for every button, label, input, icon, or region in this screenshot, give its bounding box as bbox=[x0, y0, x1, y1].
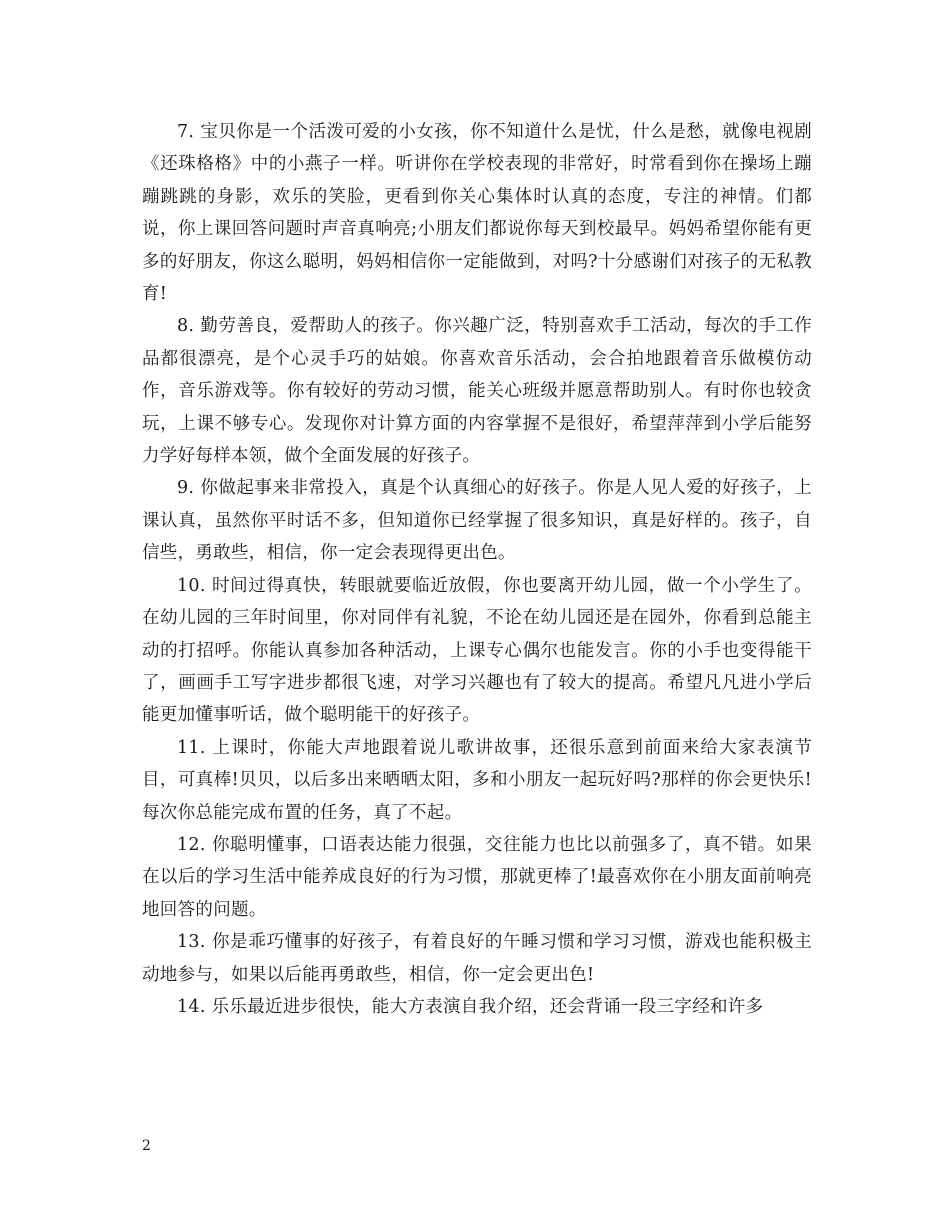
paragraph-8: 8. 勤劳善良，爱帮助人的孩子。你兴趣广泛，特别喜欢手工活动，每次的手工作品都很漂亮，是个心灵手巧的姑娘。你喜欢音乐活动，会合拍地跟着音乐做模仿动作，音乐游戏等。你有较好的劳动习惯，能关心班级并愿意帮助别人。有时你也较贪玩，上课不够专心。发现你对计算方面的内容掌握不是很好，希望萍萍到小学后能努力学好每样本领，做个全面发展的好孩子。 bbox=[142, 316, 812, 467]
paragraph-13: 13. 你是乖巧懂事的好孩子，有着良好的午睡习惯和学习习惯，游戏也能积极主动地参与，如果以后能再勇敢些，相信，你一定会更出色! bbox=[142, 932, 812, 985]
paragraph-12: 12. 你聪明懂事，口语表达能力很强，交往能力也比以前强多了，真不错。如果在以后的学习生活中能养成良好的行为习惯，那就更棒了!最喜欢你在小朋友面前响亮地回答的问题。 bbox=[142, 834, 812, 920]
paragraph-10: 10. 时间过得真快，转眼就要临近放假，你也要离开幼儿园，做一个小学生了。在幼儿园的三年时间里，你对同伴有礼貌，不论在幼儿园还是在园外，你看到总能主动的打招呼。你能认真参加各种活动，上课专心偶尔也能发言。你的小手也变得能干了，画画手工写字进步都很飞速，对学习兴趣也有了较大的提高。希望凡凡进小学后能更加懂事听话，做个聪明能干的好孩子。 bbox=[142, 575, 812, 726]
paragraph-7: 7. 宝贝你是一个活泼可爱的小女孩，你不知道什么是忧，什么是愁，就像电视剧《还珠格格》中的小燕子一样。听讲你在学校表现的非常好，时常看到你在操场上蹦蹦跳跳的身影，欢乐的笑脸，更看到你关心集体时认真的态度，专注的神情。们都说，你上课回答问题时声音真响亮;小朋友们都说你每天到校最早。妈妈希望你能有更多的好朋友，你这么聪明，妈妈相信你一定能做到，对吗?十分感谢们对孩子的无私教育! bbox=[142, 122, 812, 305]
body-text bbox=[142, 116, 812, 1023]
paragraph-9: 9. 你做起事来非常投入，真是个认真细心的好孩子。你是人见人爱的好孩子，上课认真，虽然你平时话不多，但知道你已经掌握了很多知识，真是好样的。孩子，自信些，勇敢些，相信，你一定会表现得更出色。 bbox=[142, 478, 812, 564]
paragraph-11: 11. 上课时，你能大声地跟着说儿歌讲故事，还很乐意到前面来给大家表演节目，可真棒!贝贝，以后多出来晒晒太阳，多和小朋友一起玩好吗?那样的你会更快乐!每次你总能完成布置的任务，真了不起。 bbox=[142, 737, 812, 823]
page-number: 2 bbox=[142, 1138, 151, 1154]
paragraph-14: 14. 乐乐最近进步很快，能大方表演自我介绍，还会背诵一段三字经和许多 bbox=[177, 996, 764, 1017]
